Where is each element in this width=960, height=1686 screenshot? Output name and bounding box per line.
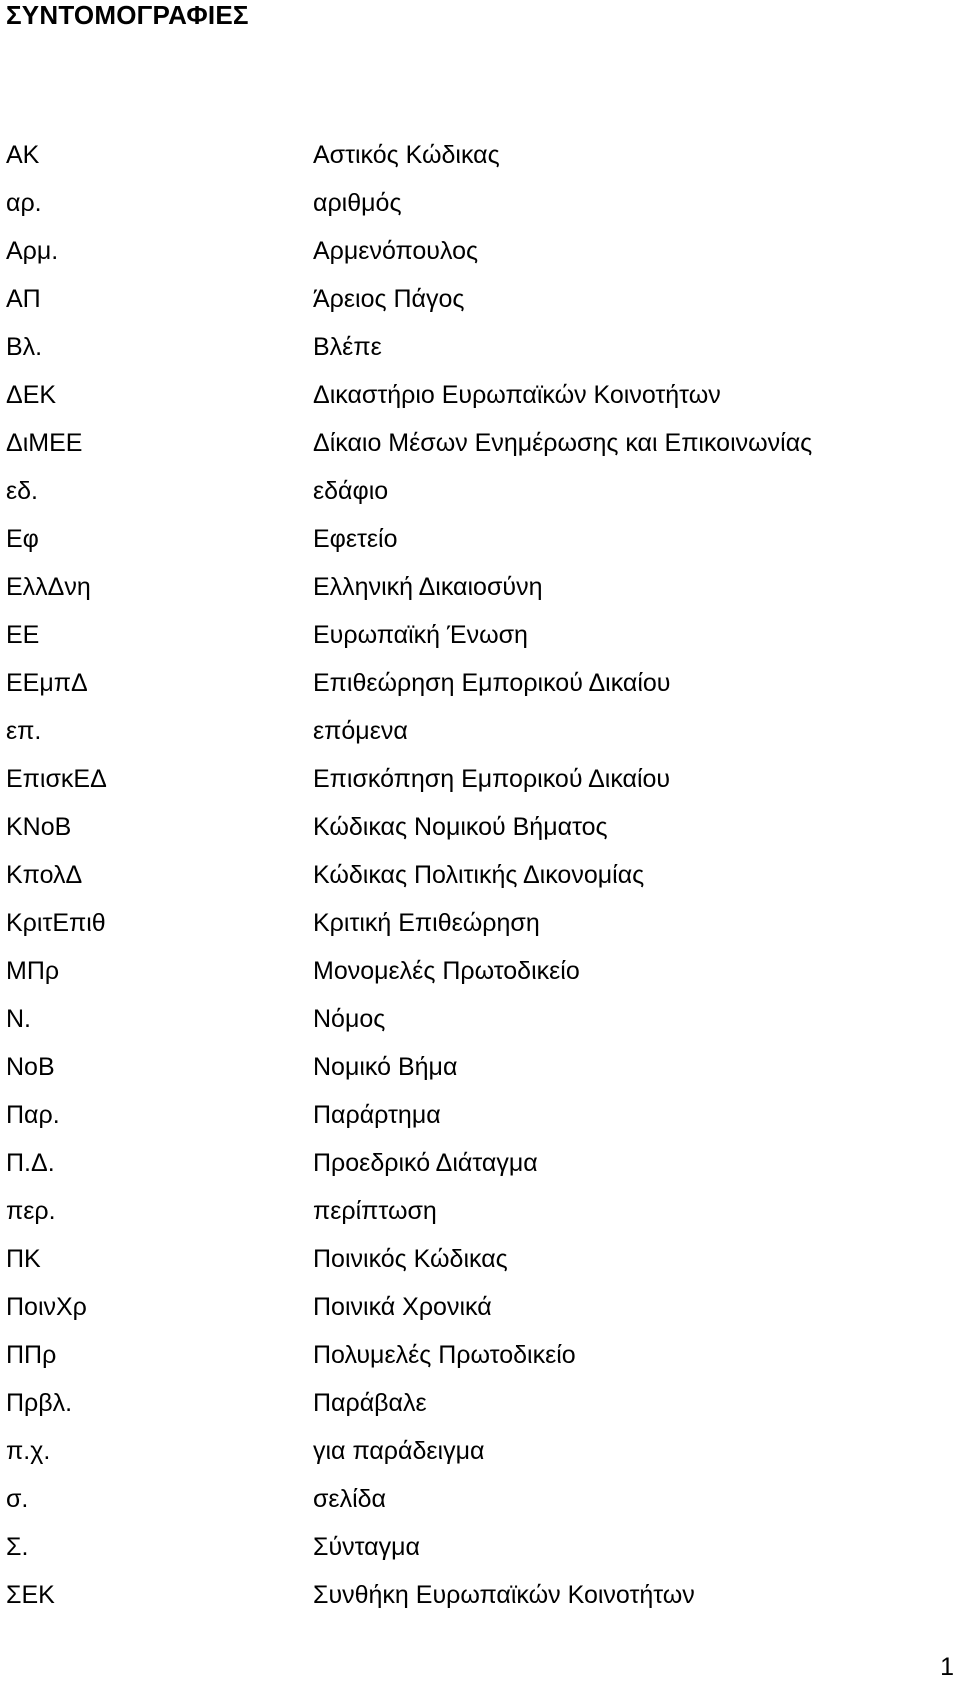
abbreviation-row (6, 620, 946, 668)
abbreviation-meaning: Συνθήκη Ευρωπαϊκών Κοινοτήτων (313, 1581, 695, 1609)
abbreviation-term: ΕΕμπΔ (6, 669, 88, 697)
abbreviation-term: Π.Δ. (6, 1149, 55, 1177)
abbreviation-row (6, 1484, 946, 1532)
abbreviation-term: ΑΚ (6, 141, 40, 169)
abbreviation-term: ΜΠρ (6, 957, 60, 985)
abbreviation-meaning: επόμενα (313, 717, 408, 745)
abbreviation-row (6, 1532, 946, 1580)
abbreviation-term: Σ. (6, 1533, 29, 1561)
abbreviation-term: ΔΕΚ (6, 381, 57, 409)
abbreviation-meaning: Νόμος (313, 1005, 386, 1033)
abbreviation-row (6, 908, 946, 956)
abbreviation-row (6, 860, 946, 908)
abbreviation-row (6, 188, 946, 236)
abbreviation-term: ΠΠρ (6, 1341, 57, 1369)
abbreviation-term: ΕλλΔνη (6, 573, 91, 601)
abbreviation-row (6, 1292, 946, 1340)
abbreviation-term: ΕπισκΕΔ (6, 765, 107, 793)
abbreviation-term: ΚριτΕπιθ (6, 909, 106, 937)
page-title: ΣΥΝΤΟΜΟΓΡΑΦΙΕΣ (6, 0, 249, 30)
abbreviation-row (6, 1004, 946, 1052)
abbreviation-term: ΕΕ (6, 621, 40, 649)
abbreviation-row (6, 1244, 946, 1292)
abbreviation-row (6, 524, 946, 572)
abbreviation-row (6, 1052, 946, 1100)
abbreviation-meaning: Μονομελές Πρωτοδικείο (313, 957, 580, 985)
abbreviation-term: ΠοινΧρ (6, 1293, 87, 1321)
abbreviation-meaning: Ποινικός Κώδικας (313, 1245, 508, 1273)
abbreviation-meaning: Κριτική Επιθεώρηση (313, 909, 540, 937)
abbreviation-term: εδ. (6, 477, 39, 505)
abbreviation-term: ΚΝοΒ (6, 813, 72, 841)
abbreviation-meaning: Κώδικας Πολιτικής Δικονομίας (313, 861, 645, 889)
abbreviation-meaning: Νομικό Βήμα (313, 1053, 458, 1081)
abbreviation-row (6, 716, 946, 764)
abbreviation-row (6, 140, 946, 188)
abbreviation-meaning: Ελληνική Δικαιοσύνη (313, 573, 543, 601)
abbreviation-term: περ. (6, 1197, 56, 1225)
abbreviation-row (6, 572, 946, 620)
abbreviation-row (6, 1388, 946, 1436)
abbreviation-row (6, 332, 946, 380)
abbreviation-meaning: Παράρτημα (313, 1101, 441, 1129)
abbreviation-term: ΣΕΚ (6, 1581, 55, 1609)
abbreviation-list (6, 140, 946, 1628)
abbreviation-row (6, 284, 946, 332)
abbreviation-meaning: Σύνταγμα (313, 1533, 420, 1561)
abbreviation-row (6, 1580, 946, 1628)
abbreviation-row (6, 380, 946, 428)
abbreviation-meaning: Πολυμελές Πρωτοδικείο (313, 1341, 576, 1369)
abbreviation-meaning: Βλέπε (313, 333, 382, 361)
abbreviation-meaning: σελίδα (313, 1485, 386, 1513)
abbreviation-row (6, 668, 946, 716)
abbreviation-meaning: για παράδειγμα (313, 1437, 485, 1465)
abbreviation-row (6, 236, 946, 284)
abbreviation-term: Εφ (6, 525, 39, 553)
abbreviation-meaning: Άρειος Πάγος (313, 285, 465, 313)
abbreviation-term: Αρμ. (6, 237, 59, 265)
abbreviation-meaning: Ποινικά Χρονικά (313, 1293, 492, 1321)
abbreviation-meaning: Δίκαιο Μέσων Ενημέρωσης και Επικοινωνίας (313, 429, 813, 457)
abbreviation-row (6, 1436, 946, 1484)
abbreviation-row (6, 476, 946, 524)
abbreviation-term: ΠΚ (6, 1245, 41, 1273)
abbreviation-meaning: Επιθεώρηση Εμπορικού Δικαίου (313, 669, 671, 697)
abbreviation-meaning: Δικαστήριο Ευρωπαϊκών Κοινοτήτων (313, 381, 721, 409)
abbreviation-row (6, 1100, 946, 1148)
abbreviation-term: ΝοΒ (6, 1053, 55, 1081)
abbreviation-meaning: Κώδικας Νομικού Βήματος (313, 813, 608, 841)
abbreviation-meaning: Παράβαλε (313, 1389, 427, 1417)
abbreviation-row (6, 1196, 946, 1244)
abbreviation-meaning: Ευρωπαϊκή Ένωση (313, 621, 528, 649)
abbreviation-term: επ. (6, 717, 42, 745)
abbreviation-meaning: περίπτωση (313, 1197, 437, 1225)
abbreviation-row (6, 956, 946, 1004)
abbreviation-term: ΔιΜΕΕ (6, 429, 83, 457)
abbreviation-meaning: Αρμενόπουλος (313, 237, 479, 265)
abbreviation-row (6, 1340, 946, 1388)
abbreviation-meaning: Εφετείο (313, 525, 398, 553)
abbreviation-row (6, 1148, 946, 1196)
abbreviation-term: αρ. (6, 189, 42, 217)
page-number: 1 (940, 1653, 954, 1681)
abbreviation-meaning: αριθμός (313, 189, 402, 217)
abbreviation-term: ΚπολΔ (6, 861, 83, 889)
abbreviation-row (6, 812, 946, 860)
abbreviation-term: π.χ. (6, 1437, 51, 1465)
abbreviation-row (6, 764, 946, 812)
abbreviation-meaning: Προεδρικό Διάταγμα (313, 1149, 538, 1177)
abbreviation-term: ΑΠ (6, 285, 41, 313)
abbreviation-meaning: Επισκόπηση Εμπορικού Δικαίου (313, 765, 671, 793)
abbreviation-meaning: εδάφιο (313, 477, 389, 505)
abbreviation-term: Ν. (6, 1005, 31, 1033)
abbreviation-term: Πρβλ. (6, 1389, 73, 1417)
abbreviation-term: Παρ. (6, 1101, 60, 1129)
abbreviation-term: Βλ. (6, 333, 43, 361)
abbreviation-term: σ. (6, 1485, 29, 1513)
abbreviation-row (6, 428, 946, 476)
abbreviation-meaning: Αστικός Κώδικας (313, 141, 500, 169)
